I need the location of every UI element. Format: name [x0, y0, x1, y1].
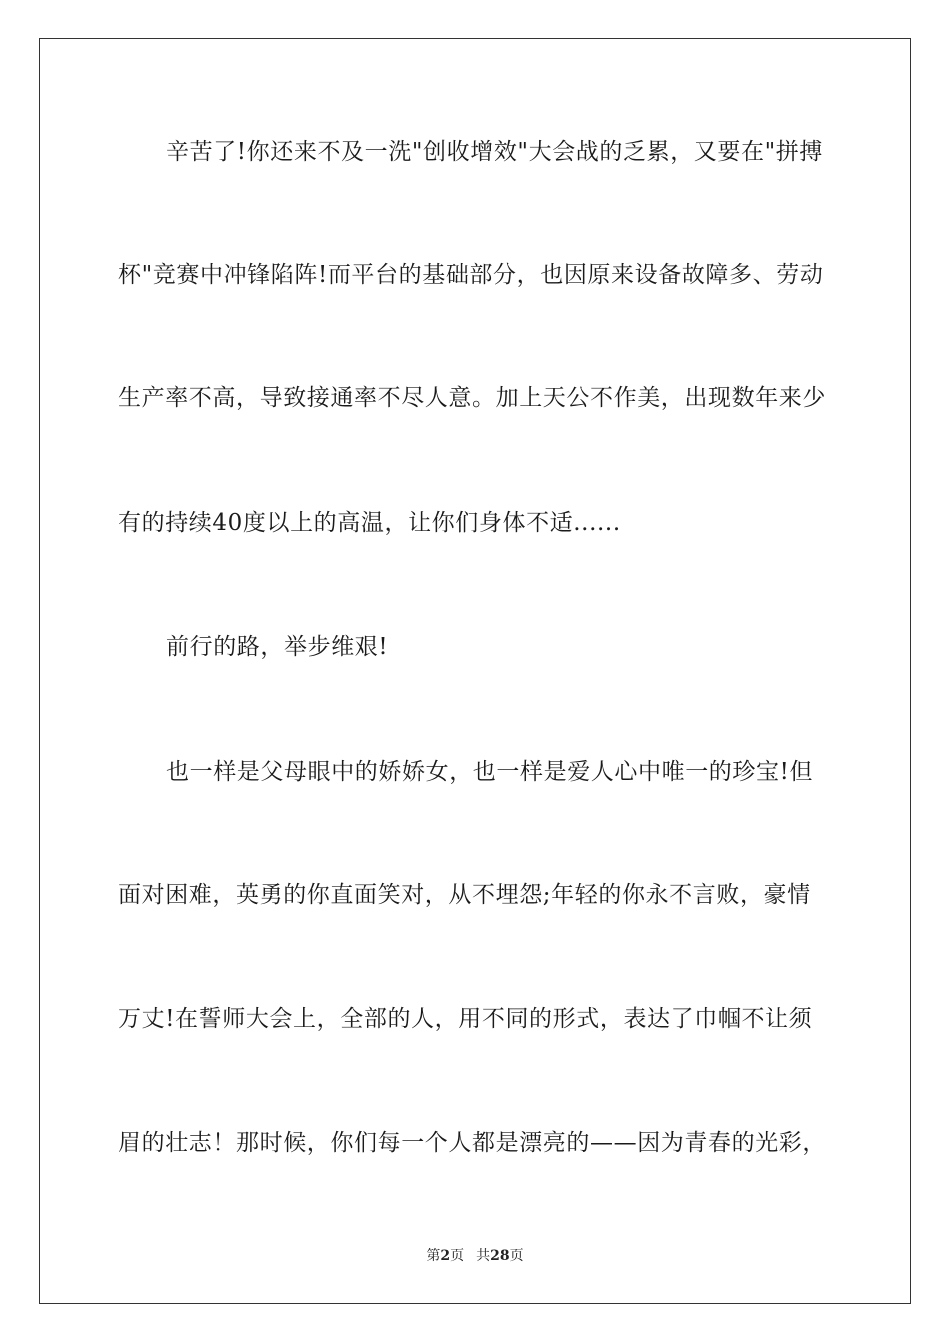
text-line-1: 辛苦了!你还来不及一洗"创收增效"大会战的乏累，又要在"拼搏 [166, 139, 823, 165]
text-line-5: 前行的路，举步维艰! [166, 634, 389, 660]
text-line-2: 杯"竞赛中冲锋陷阵!而平台的基础部分，也因原来设备故障多、劳动 [118, 262, 824, 288]
page-footer [0, 1247, 950, 1265]
page-total: 28 [490, 1248, 510, 1264]
total-suffix: 页 [509, 1248, 524, 1264]
page-suffix: 页 [450, 1248, 465, 1264]
page-prefix: 第 [426, 1248, 441, 1264]
text-line-6: 也一样是父母眼中的娇娇女，也一样是爱人心中唯一的珍宝!但 [166, 759, 814, 785]
text-line-8: 万丈!在誓师大会上，全部的人，用不同的形式，表达了巾帼不让须 [118, 1006, 813, 1032]
text-line-7: 面对困难，英勇的你直面笑对，从不埋怨;年轻的你永不言败，豪情 [118, 882, 811, 908]
page-current: 2 [440, 1248, 451, 1264]
page-border [39, 38, 911, 1304]
text-line-9: 眉的壮志！那时候，你们每一个人都是漂亮的——因为青春的光彩， [118, 1130, 826, 1156]
text-line-3: 生产率不高，导致接通率不尽人意。加上天公不作美，出现数年来少 [118, 385, 826, 411]
total-prefix: 共 [476, 1248, 491, 1264]
text-line-4: 有的持续40度以上的高温，让你们身体不适...... [118, 510, 621, 536]
